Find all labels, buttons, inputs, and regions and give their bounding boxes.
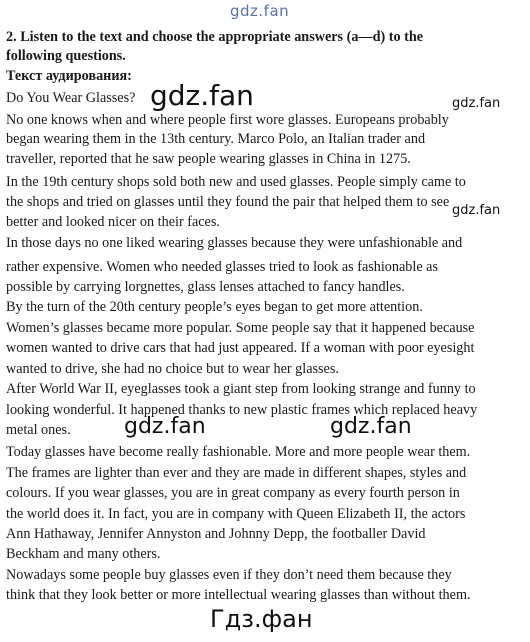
text-line: Beckham and many others.	[6, 546, 161, 562]
text-line: metal ones.	[6, 422, 71, 438]
text-line: better and looked nicer on their faces.	[6, 214, 220, 230]
task-heading-line-1: 2. Listen to the text and choose the appropriate answers (a—d) to the	[6, 29, 424, 45]
text-line: the shops and tried on glasses until they found the pair that helped them to see	[6, 194, 450, 210]
text-line: rather expensive. Women who needed glasses tried to look as fashionable as	[6, 259, 438, 275]
watermark-mid-right: gdz.fan	[330, 414, 412, 439]
text-title: Do You Wear Glasses?	[6, 90, 136, 106]
task-heading-line-2: following questions.	[6, 48, 126, 64]
text-line: Ann Hathaway, Jennifer Annyston and Johnny Depp, the footballer David	[6, 526, 426, 542]
watermark-mid-left: gdz.fan	[124, 414, 206, 439]
text-line: traveller, reported that he saw people wearing glasses in China in 1275.	[6, 151, 411, 167]
text-line: Nowadays some people buy glasses even if they don’t need them because they	[6, 567, 452, 583]
text-line: wanted to drive, she had no choice but to wear her glasses.	[6, 361, 339, 377]
watermark-title: gdz.fan	[150, 79, 254, 112]
text-line: The frames are lighter than ever and they are made in different shapes, styles and	[6, 465, 467, 481]
section-label: Текст аудирования:	[6, 68, 132, 84]
text-line: think that they look better or more intellectual wearing glasses than without them.	[6, 587, 471, 603]
text-line: looking wonderful. It happened thanks to new plastic frames which replaced heavy	[6, 402, 478, 418]
watermark-right-1: gdz.fan	[452, 96, 501, 111]
text-line: By the turn of the 20th century people’s eyes began to get more attention.	[6, 299, 423, 315]
text-line: the world does it. In fact, you are in company with Queen Elizabeth II, the actors	[6, 506, 466, 522]
text-line: No one knows when and where people first wore glasses. Europeans probably	[6, 112, 449, 128]
watermark-right-2: gdz.fan	[452, 203, 501, 218]
text-line: women wanted to drive cars that had just appeared. If a woman with poor eyesight	[6, 340, 475, 356]
text-line: possible by carrying lorgnettes, glass lenses attached to fancy handles.	[6, 279, 405, 295]
text-line: In the 19th century shops sold both new and used glasses. People simply came to	[6, 174, 466, 190]
text-line: In those days no one liked wearing glasses because they were unfashionable and	[6, 235, 463, 251]
text-line: began wearing them in the 13th century. Marco Polo, an Italian trader and	[6, 131, 426, 147]
text-line: Women’s glasses became more popular. Some people say that it happened because	[6, 320, 475, 336]
watermark-footer: Гдз.фан	[210, 605, 313, 633]
text-line: Today glasses have become really fashionable. More and more people wear them.	[6, 444, 471, 460]
text-line: colours. If you wear glasses, you are in great company as every fourth person in	[6, 485, 460, 501]
text-line: After World War II, eyeglasses took a giant step from looking strange and funny to	[6, 381, 476, 397]
watermark-top: gdz.fan	[230, 2, 290, 20]
